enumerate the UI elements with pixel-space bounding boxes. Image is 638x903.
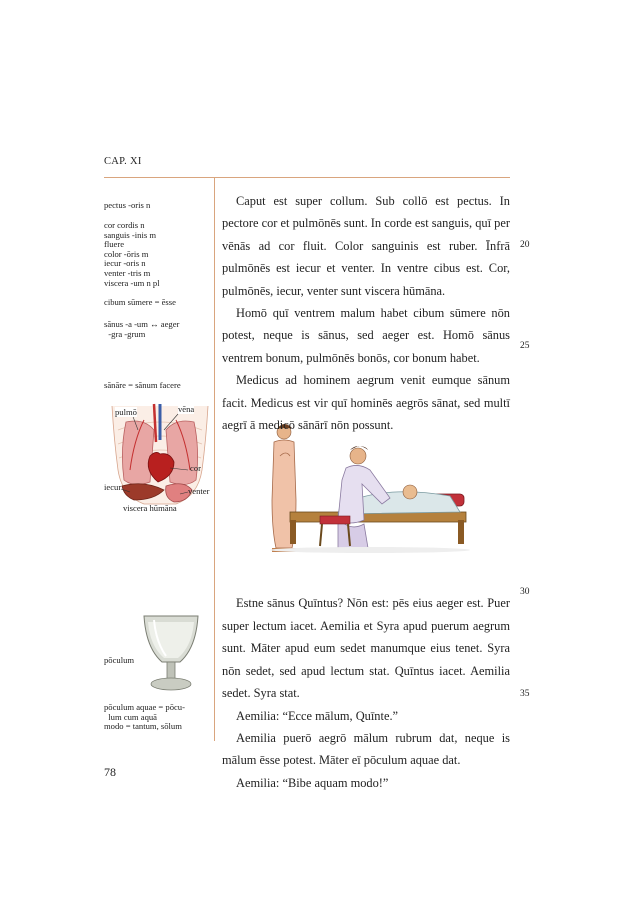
label-venter: venter <box>188 486 210 496</box>
margin-note: sānus -a -um ↔ aeger -gra -grum <box>104 319 180 339</box>
label-iecur: iecur <box>104 482 122 492</box>
margin-note: cibum sūmere = ēsse <box>104 297 176 307</box>
paragraph: Medicus ad hominem aegrum venit eumque sānum facit. Medicus est vir quī hominēs aegrōs sānat, sed multī aegrī ā medicō sānārī nōn possunt. <box>222 373 510 433</box>
dialogue-line: Aemilia: “Bibe aquam modo!” <box>236 775 389 790</box>
margin-note: sānāre = sānum facere <box>104 380 181 390</box>
margin-note: pōculum aquae = pōcu- lum cum aquā modo = tantum, sōlum <box>104 702 185 732</box>
margin-note: pectus -oris n <box>104 200 151 210</box>
margin-rule <box>214 177 215 741</box>
poculum-image <box>140 612 202 696</box>
line-number: 20 <box>520 240 530 250</box>
header-rule <box>104 177 510 178</box>
paragraph: Caput est super collum. Sub collō est pectus. In pectore cor et pulmōnēs sunt. In corde est sanguis, quī per vēnās ad cor fluit. Color sanguinis est ruber. Īnfrā pulmōnēs est iecur et venter. In ventre cibus est. Cor, pulmōnēs, iecur, venter sunt viscera hūmāna. <box>222 194 510 298</box>
line-number: 30 <box>520 587 530 597</box>
paragraph: Homō quī ventrem malum habet cibum sūmere nōn potest, neque is sānus, sed aeger est. Homō sānus ventrem bonum, pulmōnēs bonōs, cor bonum habet. <box>222 306 510 365</box>
label-pulmo: pulmō <box>115 407 137 417</box>
diagram-caption: viscera hūmāna <box>123 503 177 513</box>
main-text <box>222 190 510 794</box>
page-number: 78 <box>104 765 116 779</box>
margin-note: cor cordis n sanguis -inis m fluere color -ōris m iecur -oris n venter -tris m viscera -um n pl <box>104 220 160 288</box>
viscera-diagram <box>104 400 214 520</box>
dialogue-line: Aemilia: “Ecce mālum, Quīnte.” <box>236 708 399 723</box>
illustration-spacer <box>222 436 510 592</box>
chapter-heading: CAP. XI <box>104 156 142 167</box>
cup-label: pōculum <box>104 655 135 665</box>
paragraph: Aemilia puerō aegrō mālum rubrum dat, neque is mālum ēsse potest. Māter eī pōculum aquae dat. <box>222 730 510 768</box>
line-number: 25 <box>520 341 530 351</box>
paragraph: Estne sānus Quīntus? Nōn est: pēs eius aeger est. Puer super lectum iacet. Aemilia et Syra apud puerum aegrum sunt. Māter apud eum sedet manumque eius tenet. Syra nōn sedet, sed apud lectum stat. Quīntus iacet. Aemilia sedet. Syra stat. <box>222 596 510 701</box>
line-number: 35 <box>520 689 530 699</box>
label-cor: cor <box>190 463 201 473</box>
cup-illustration <box>140 612 202 696</box>
label-vena: vēna <box>178 404 195 414</box>
